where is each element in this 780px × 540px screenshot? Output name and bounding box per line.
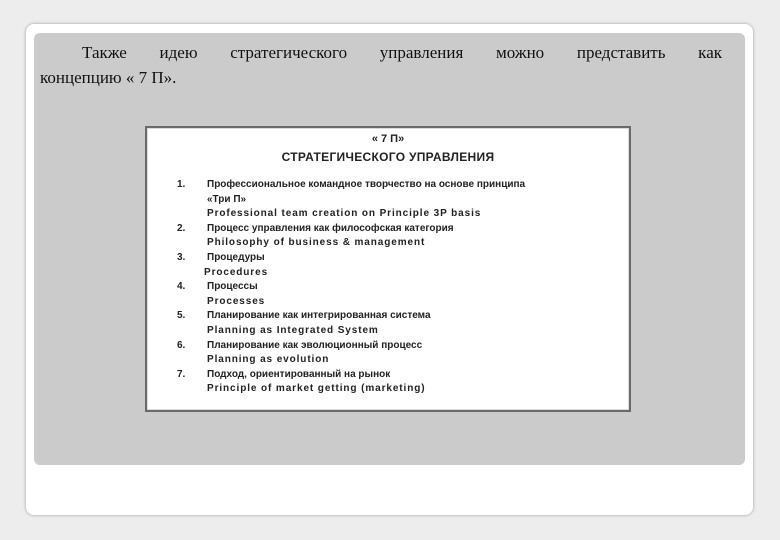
figure-title: СТРАТЕГИЧЕСКОГО УПРАВЛЕНИЯ	[281, 150, 495, 164]
item-number: 4.	[177, 281, 186, 293]
scanned-figure	[145, 126, 631, 412]
item-en: Planning as Integrated System	[207, 324, 379, 336]
item-ru: Профессиональное командное творчество на основе принципа	[207, 179, 526, 190]
item-ru: Процесс управления как философская категория	[207, 222, 454, 234]
list-item-en	[177, 382, 617, 397]
item-en: Philosophy of business & management	[207, 237, 426, 249]
intro-paragraph	[40, 40, 722, 90]
list-item-en	[177, 266, 617, 281]
item-en: Principle of market getting (marketing)	[207, 383, 426, 395]
item-en: Procedures	[204, 266, 269, 278]
list-item	[177, 280, 617, 295]
list-item	[177, 178, 617, 193]
list-item	[177, 222, 617, 237]
list-item-en	[177, 207, 617, 222]
list-item-en	[177, 236, 617, 251]
concept-list	[177, 178, 617, 397]
item-ru: Планирование как интегрированная система	[207, 310, 431, 322]
list-item	[177, 309, 617, 324]
list-item-en	[177, 353, 617, 368]
list-item	[177, 368, 617, 383]
item-number: 2.	[177, 222, 186, 234]
intro-line-2: концепцию « 7 П».	[40, 68, 177, 87]
list-item	[177, 339, 617, 354]
intro-line-1: Также идею стратегического управления можно представить как	[82, 43, 722, 62]
item-en: Professional team creation on Principle 3P basis	[207, 208, 482, 220]
item-number: 6.	[177, 339, 186, 351]
item-ru-cont: «Три П»	[207, 193, 247, 205]
item-number: 7.	[177, 368, 186, 380]
item-ru: Подход, ориентированный на рынок	[207, 368, 391, 380]
item-ru: Процедуры	[207, 251, 265, 263]
item-en: Processes	[207, 295, 266, 307]
list-item-en	[177, 295, 617, 310]
figure-subtitle: « 7 П»	[371, 133, 405, 145]
item-en: Planning as evolution	[207, 354, 330, 366]
list-item-cont	[177, 193, 617, 208]
list-item	[177, 251, 617, 266]
list-item-en	[177, 324, 617, 339]
item-number: 1.	[177, 179, 186, 190]
item-ru: Процессы	[207, 281, 258, 293]
item-number: 3.	[177, 251, 186, 263]
item-ru: Планирование как эволюционный процесс	[207, 339, 423, 351]
item-number: 5.	[177, 310, 186, 322]
